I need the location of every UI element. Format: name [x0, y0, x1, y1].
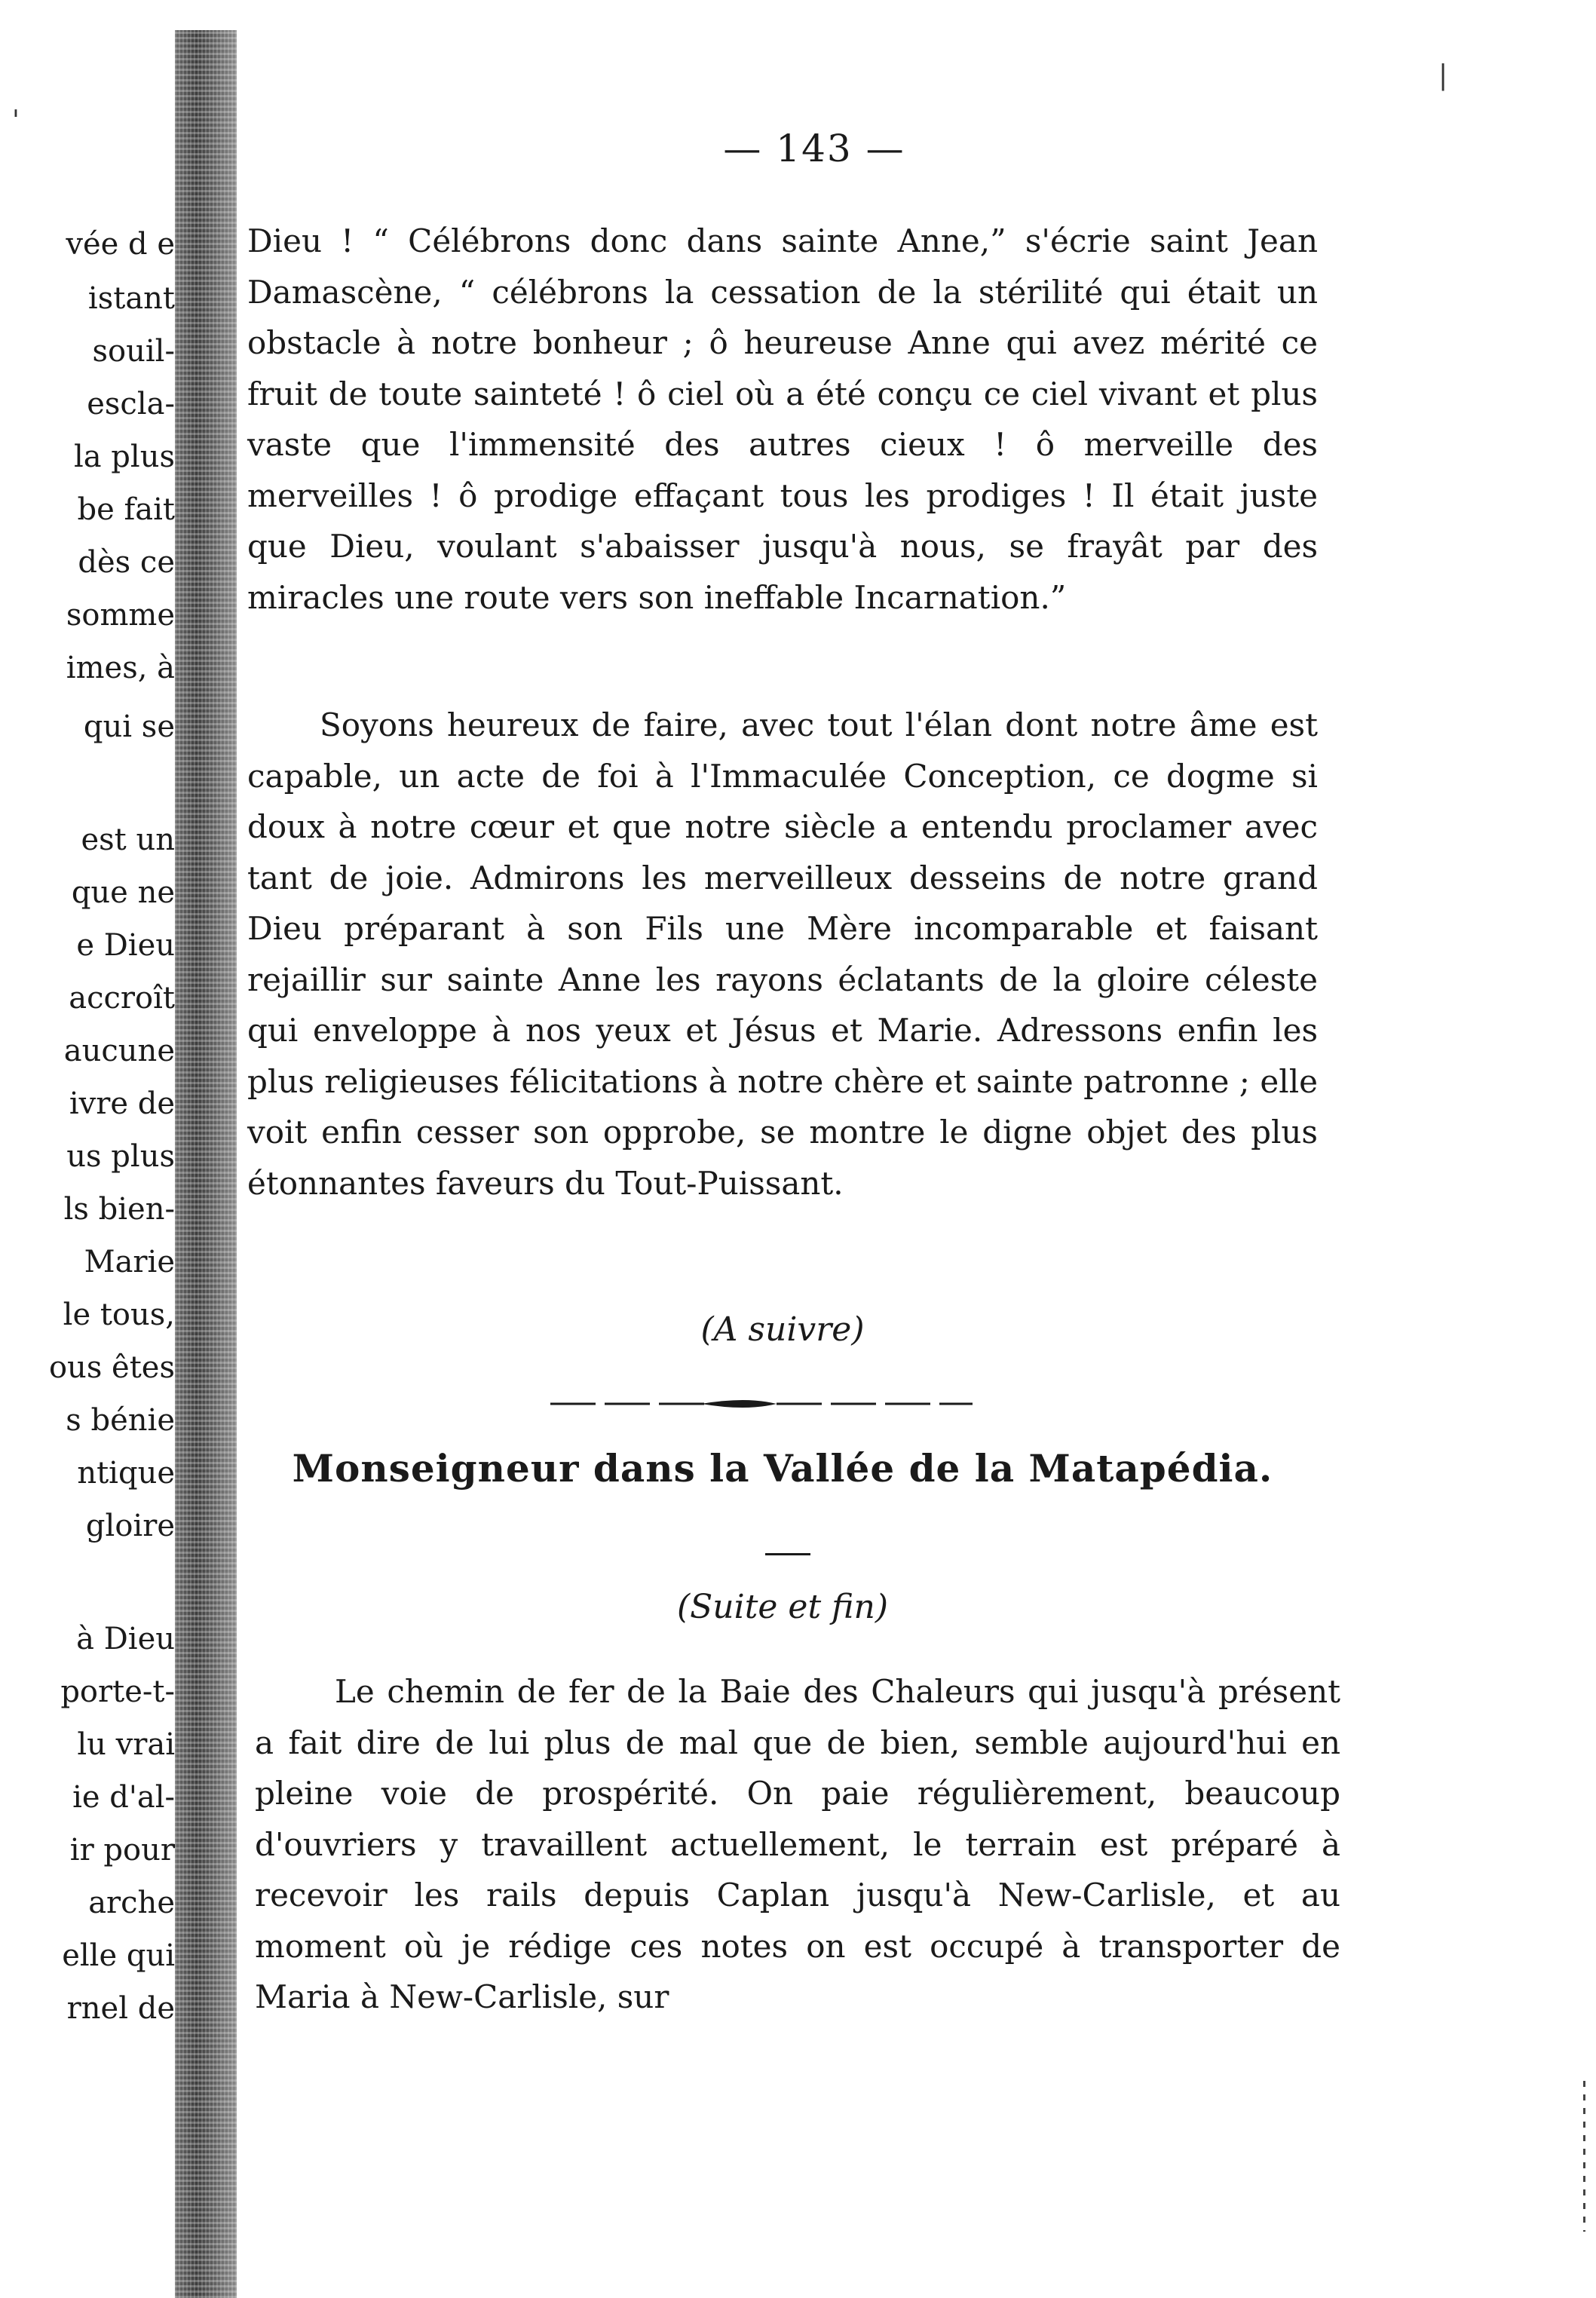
separator-dash: [765, 1553, 810, 1555]
paragraph-continuation: Dieu ! “ Célébrons donc dans sainte Anne,” s'écrie saint Jean Damascène, “ célébrons la cessation de la stérilité qui était un obstacle à notre bonheur ; ô heureuse Anne qui avez mérité ce fruit de toute sainteté ! ô ciel où a été conçu ce ciel vivant et plus vaste que l'immensité des autres cieux ! ô merveille des merveilles ! ô prodige effaçant tous les prodiges ! Il était juste que Dieu, voulant s'abaisser jusqu'à nous, se frayât par des miracles une route vers son ineffable Incarnation.”: [247, 222, 1318, 616]
facing-line: qui se: [83, 709, 175, 744]
page-number: — 143 —: [723, 127, 905, 170]
facing-line: ous êtes: [48, 1350, 175, 1385]
facing-line: Marie: [84, 1245, 175, 1279]
facing-line: vée d e: [66, 227, 175, 262]
paragraph-immaculate-conception: Soyons heureux de faire, avec tout l'élan dont notre âme est capable, un acte de foi à l'Immaculée Conception, ce dogme si doux à notre cœur et que notre siècle a entendu proclamer avec tant de joie. Admirons les merveilleux desseins de notre grand Dieu préparant à son Fils une Mère incomparable et faisant rejaillir sur sainte Anne les rayons éclatants de la gloire céleste qui enveloppe à nos yeux et Jésus et Marie. Adressons enfin les plus religieuses félicitations à notre chère et sainte patronne ; elle voit enfin cesser son opprobe, se montre le digne objet des plus étonnantes faveurs du Tout-Puissant.: [247, 706, 1318, 1202]
facing-line: ir pour: [69, 1833, 175, 1868]
facing-line: dès ce: [78, 545, 175, 580]
facing-line: escla-: [87, 387, 175, 421]
facing-line: e Dieu: [76, 928, 175, 963]
facing-line: be fait: [77, 492, 175, 527]
facing-line: que ne: [71, 875, 175, 910]
facing-line: porte-t-: [60, 1674, 175, 1709]
facing-line: ie d'al-: [72, 1780, 175, 1815]
book-gutter-shadow: [175, 30, 237, 2298]
paragraph-railway: Le chemin de fer de la Baie des Chaleurs qui jusqu'à présent a fait dire de lui plus de mal que de bien, semble aujourd'hui en pleine voie de prospérité. On paie régulièrement, beaucoup d'ouvriers y travaillent actuellement, le terrain est préparé à recevoir les rails depuis Caplan jusqu'à New-Carlisle, et au moment où je rédige ces notes on est occupé à transporter de Maria à New-Carlisle, sur: [255, 1673, 1340, 2015]
facing-line: souil-: [92, 334, 175, 369]
article-subtitle: (Suite et fin): [677, 1588, 888, 1626]
facing-line: ntique: [77, 1456, 175, 1491]
facing-line: arche: [88, 1886, 175, 1920]
facing-line: imes, à: [66, 651, 175, 685]
facing-line: est un: [81, 823, 175, 857]
edge-tick-marks: [1583, 2081, 1585, 2232]
stray-mark: ': [12, 106, 20, 136]
facing-line: à Dieu: [76, 1622, 175, 1656]
facing-line: istant: [87, 281, 175, 316]
facing-line: us plus: [66, 1139, 175, 1174]
ornamental-rule: [550, 1395, 973, 1413]
facing-line: ls bien-: [63, 1192, 175, 1227]
to-be-continued: (A suivre): [700, 1310, 865, 1349]
facing-line: somme: [66, 598, 175, 633]
facing-line: ivre de: [69, 1086, 175, 1121]
facing-line: le tous,: [63, 1298, 175, 1332]
facing-line: gloire: [85, 1509, 175, 1543]
facing-line: accroît: [69, 981, 175, 1016]
facing-line: s bénie: [66, 1403, 175, 1438]
facing-line: rnel de: [66, 1991, 175, 2026]
facing-line: lu vrai: [77, 1727, 175, 1762]
facing-line: la plus: [73, 440, 175, 474]
facing-line: elle qui: [62, 1938, 175, 1973]
facing-line: aucune: [63, 1034, 175, 1068]
stray-mark: |: [1438, 60, 1448, 91]
article-title: Monseigneur dans la Vallée de la Matapédia.: [292, 1446, 1273, 1491]
